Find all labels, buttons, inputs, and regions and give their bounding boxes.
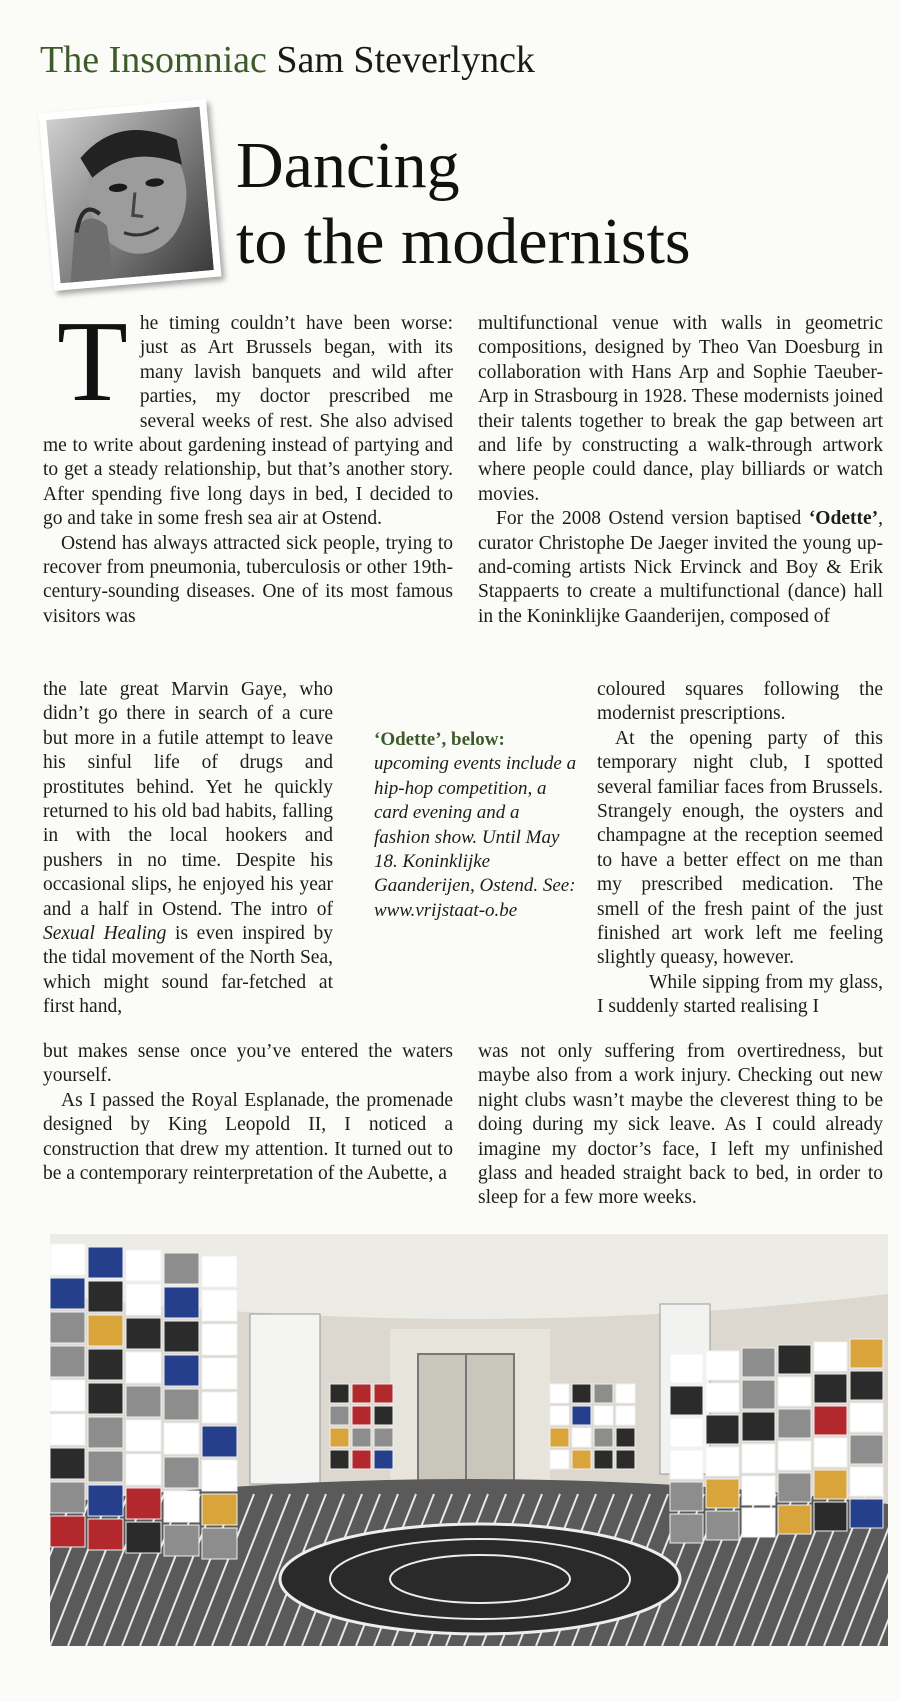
column-2-inset [597, 678, 883, 1020]
column-2-upper [478, 312, 883, 629]
paragraph-1-text: he timing couldn’t have been worse: just as Art Brussels began, with its many lavish banquets and wild after parties, my doctor prescribed me several weeks of rest. She also advised me to write about gardening instead of partying and to get a steady relationship, but that’s another story. After spending five long days in bed, I decided to go and take in some fresh sea air at Ostend. [43, 313, 453, 530]
headline-line-1: Dancing [236, 129, 460, 202]
portrait-image [46, 107, 214, 284]
article-headline [236, 128, 836, 280]
dance-hall-image [50, 1234, 888, 1646]
headline-line-2: to the modernists [236, 205, 691, 278]
paragraph-3: As I passed the Royal Esplanade, the promenade designed by King Leopold II, I noticed a construction that drew my attention. It turned out to be a contemporary reinterpretation of the Aubette, a [43, 1089, 453, 1185]
paragraph-2-start: Ostend has always attracted sick people, trying to recover from pneumonia, tuberculosis or other 19th-century-sounding diseases. One of its most famous visitors was [43, 532, 453, 627]
column-header [40, 38, 535, 82]
author-portrait [39, 99, 222, 291]
paragraph-3-continued: multifunctional venue with walls in geometric compositions, designed by Theo Van Doesburg in collaboration with Hans Arp and Sophie Taeuber-Arp in Strasbourg in 1928. These modernists joined their talents together to break the gap between art and life by constructing a walk-through artwork where people could dance, play billiards or watch movies. [478, 313, 883, 505]
paragraph-2-end: but makes sense once you’ve entered the waters yourself. [43, 1041, 453, 1087]
caption-title: ‘Odette’, below: [374, 729, 505, 750]
caption-body: upcoming events include a hip-hop competition, a card evening and a fashion show. Until May 18. Koninklijke Gaanderijen, Ostend. See: www.vrijstaat-o.be [374, 753, 577, 921]
drop-cap: T [57, 298, 128, 426]
paragraph-6-start: While sipping from my glass, I suddenly started realising I [597, 971, 883, 1018]
paragraph-4-text-a: For the 2008 Ostend version baptised [496, 508, 802, 530]
paragraph-1 [43, 298, 453, 532]
odette-photo [50, 1234, 888, 1646]
paragraph-4-text-b: , curator Christophe De Jaeger invited the young up-and-coming artists Nick Ervinck and Boy & Erik Stappaerts to create a multifunctional (dance) hall in the Koninklijke Gaanderijen, composed of [478, 508, 883, 627]
paragraph-6: was not only suffering from overtiredness, but maybe also from a work injury. Checking out new night clubs wasn’t maybe the cleverest thing to be doing during my sick leave. As I could already imagine my doctor’s face, I left my unfinished glass and headed straight back to bed, in order to sleep for a few more weeks. [478, 1041, 883, 1209]
column-1-upper [43, 298, 453, 629]
photo-caption [374, 728, 579, 923]
paragraph-2-middle [43, 678, 333, 1020]
song-title: Sexual Healing [43, 923, 167, 945]
paragraph-4-end: coloured squares following the modernist prescriptions. [597, 679, 883, 725]
author-name: Sam Steverlynck [276, 39, 535, 81]
column-1-inset [43, 678, 333, 1020]
paragraph-4 [478, 507, 883, 629]
paragraph-2-middle-text-2: is even inspired by the tidal movement of the North Sea, which might sound far-fetched at first hand, [43, 923, 333, 1018]
column-1-lower [43, 1040, 453, 1186]
venue-name: ‘Odette’ [808, 508, 879, 530]
column-2-lower [478, 1040, 883, 1211]
paragraph-2-middle-text: the late great Marvin Gaye, who didn’t go there in search of a cure but more in a futile attempt to leave his sinful life of drugs and prostitutes behind. Yet he quickly returned to his old bad habits, falling in with the local hookers and pushers in no time. Despite his occasional slips, he enjoyed his year and a half in Ostend. The intro of [43, 679, 333, 920]
column-name: The Insomniac [40, 39, 267, 81]
paragraph-5: At the opening party of this temporary night club, I spotted several familiar faces from Brussels. Strangely enough, the oysters and champagne at the reception seemed to have a better effect on me than my prescribed medication. The smell of the fresh paint of the just finished art work left me feeling slightly queasy, however. [597, 727, 883, 969]
